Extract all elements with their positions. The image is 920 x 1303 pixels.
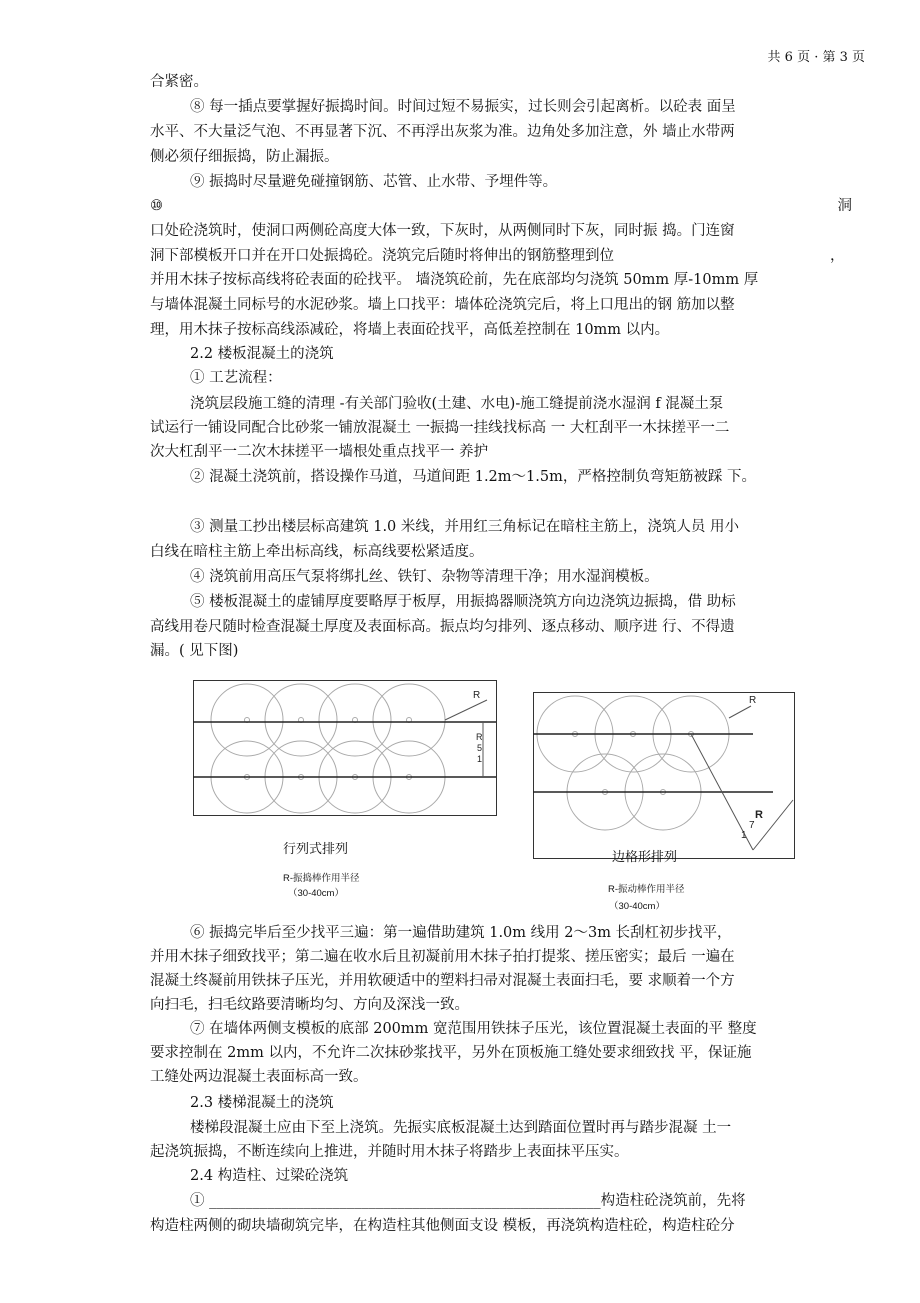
text-line: 漏。( 见下图) bbox=[150, 643, 239, 659]
text-line: 洞下部模板开口并在开口处振捣砼。浇筑完后随时将伸出的钢筋整理到位 bbox=[150, 248, 614, 264]
text-line: ⑧ 每一插点要掌握好振捣时间。时间过短不易振实，过长则会引起离析。以砼表 面呈 bbox=[190, 99, 736, 115]
text-line: 侧必须仔细振捣，防止漏振。 bbox=[150, 149, 339, 165]
text-line: 理，用木抹子按标高线添减砼，将墙上表面砼找平，高低差控制在 10mm 以内。 bbox=[150, 322, 670, 338]
text-line: 起浇筑振捣，不断连续向上推进，并随时用木抹子将踏步上表面抹平压实。 bbox=[150, 1144, 629, 1160]
figure-grid-arrangement bbox=[193, 680, 509, 820]
section-heading: 2.4 构造柱、过梁砼浇筑 bbox=[190, 1168, 349, 1184]
figure-left-label-r: R bbox=[473, 690, 481, 701]
text-line: 高线用卷尺随时检查混凝土厚度及表面标高。振点均匀排列、逐点移动、顺序进 行、不得遗 bbox=[150, 619, 735, 635]
comma-mark: ， bbox=[830, 248, 845, 264]
text-line: 楼梯段混凝土应由下至上浇筑。先振实底板混凝土达到踏面位置时再与踏步混凝 土一 bbox=[190, 1120, 732, 1136]
figure-right-dim-1: 1 bbox=[741, 830, 747, 841]
text-line: 构造柱两侧的砌块墙砌筑完毕，在构造柱其他侧面支设 模板，再浇筑构造柱砼，构造柱砼分 bbox=[150, 1218, 735, 1234]
split-line bbox=[150, 196, 852, 216]
figure-right-dim-r: R bbox=[755, 809, 763, 821]
split-line-left: ⑩ bbox=[150, 198, 163, 214]
figure-right-caption: 边格形排列 bbox=[612, 849, 678, 864]
text-line: ① ______________________________________________________构造柱砼浇筑前，先将 bbox=[190, 1193, 746, 1209]
section-heading: 2.3 楼梯混凝土的浇筑 bbox=[190, 1095, 334, 1111]
text-line: 混凝土终凝前用铁抹子压光，并用软硬适中的塑料扫帚对混凝土表面扫毛，要 求顺着一个方 bbox=[150, 973, 735, 989]
text-line: 并用木抹子按标高线将砼表面的砼找平。 墙浇筑砼前，先在底部均匀浇筑 50mm 厚-10mm 厚 bbox=[150, 272, 759, 288]
figure-left-dim-r: R bbox=[476, 732, 483, 742]
figure-right-dim-7: 7 bbox=[749, 820, 755, 831]
figure-left-note-range: （30-40cm） bbox=[288, 888, 344, 899]
text-line: 白线在暗柱主筋上牵出标高线，标高线要松紧适度。 bbox=[150, 544, 484, 560]
figure-left-note: R-振捣棒作用半径 bbox=[283, 873, 360, 884]
text-line: ⑦ 在墙体两侧支模板的底部 200mm 宽范围用铁抹子压光，该位置混凝土表面的平 整度 bbox=[190, 1021, 757, 1037]
text-line: 工缝处两边混凝土表面标高一致。 bbox=[150, 1069, 368, 1085]
text-line: 并用木抹子细致找平；第二遍在收水后且初凝前用木抹子拍打提浆、搓压密实；最后 一遍在 bbox=[150, 949, 735, 965]
text-line: ④ 浇筑前用高压气泵将绑扎丝、铁钉、杂物等清理干净；用水湿润模板。 bbox=[190, 569, 659, 585]
text-line: 浇筑层段施工缝的清理 -有关部门验收(土建、水电)-施工缝提前浇水湿润 f 混凝土泵 bbox=[190, 396, 724, 412]
grid-arrangement-diagram bbox=[193, 680, 509, 820]
split-line-right: 洞 bbox=[837, 198, 852, 214]
figure-left-dim-5: 5 bbox=[477, 743, 483, 753]
staggered-arrangement-diagram bbox=[533, 692, 797, 862]
text-line: ⑥ 振捣完毕后至少找平三遍：第一遍借助建筑 1.0m 线用 2～3m 长刮杠初步找平， bbox=[190, 925, 732, 941]
text-line: ⑨ 振捣时尽量避免碰撞钢筋、芯管、止水带、予埋件等。 bbox=[190, 174, 558, 190]
text-line: ⑤ 楼板混凝土的虚铺厚度要略厚于板厚，用振捣器顺浇筑方向边浇筑边振捣，借 助标 bbox=[190, 594, 736, 610]
figure-right-note-range: （30-40cm） bbox=[609, 901, 665, 912]
text-line: ② 混凝土浇筑前，搭设操作马道，马道间距 1.2m～1.5m，严格控制负弯矩筋被踩 下。 bbox=[190, 469, 756, 485]
text-line: 与墙体混凝土同标号的水泥砂浆。墙上口找平：墙体砼浇筑完后，将上口甩出的钢 筋加以整 bbox=[150, 297, 735, 313]
figure-left-caption: 行列式排列 bbox=[283, 841, 349, 856]
text-line: ③ 测量工抄出楼层标高建筑 1.0 米线，并用红三角标记在暗柱主筋上，浇筑人员 用小 bbox=[190, 519, 739, 535]
text-line: 口处砼浇筑时，使洞口两侧砼高度大体一致，下灰时，从两侧同时下灰，同时振 捣。门连窗 bbox=[150, 223, 735, 239]
figure-staggered-arrangement bbox=[533, 692, 797, 862]
figure-left-dim-1: 1 bbox=[477, 754, 483, 764]
text-line: 水平、不大量泛气泡、不再显著下沉、不再浮出灰浆为准。边角处多加注意，外 墙止水带两 bbox=[150, 124, 735, 140]
text-line: 次大杠刮平一二次木抹搓平一墙根处重点找平一 养护 bbox=[150, 444, 489, 460]
section-heading: 2.2 楼板混凝土的浇筑 bbox=[190, 346, 334, 362]
page-number: 共 6 页 · 第 3 页 bbox=[767, 50, 865, 65]
text-line: 合紧密。 bbox=[150, 74, 208, 90]
figure-right-label-r: R bbox=[749, 695, 757, 706]
text-line: 向扫毛，扫毛纹路要清晰均匀、方向及深浅一致。 bbox=[150, 997, 469, 1013]
text-line: ① 工艺流程： bbox=[190, 370, 282, 386]
figure-right-note: R-振动棒作用半径 bbox=[608, 884, 685, 895]
text-line: 要求控制在 2mm 以内，不允许二次抹砂浆找平，另外在顶板施工缝处要求细致找 平，保证施 bbox=[150, 1045, 752, 1061]
text-line: 试运行一铺设同配合比砂浆一铺放混凝土 一振捣一挂线找标高 一 大杠刮平一木抹搓平一二 bbox=[150, 420, 730, 436]
